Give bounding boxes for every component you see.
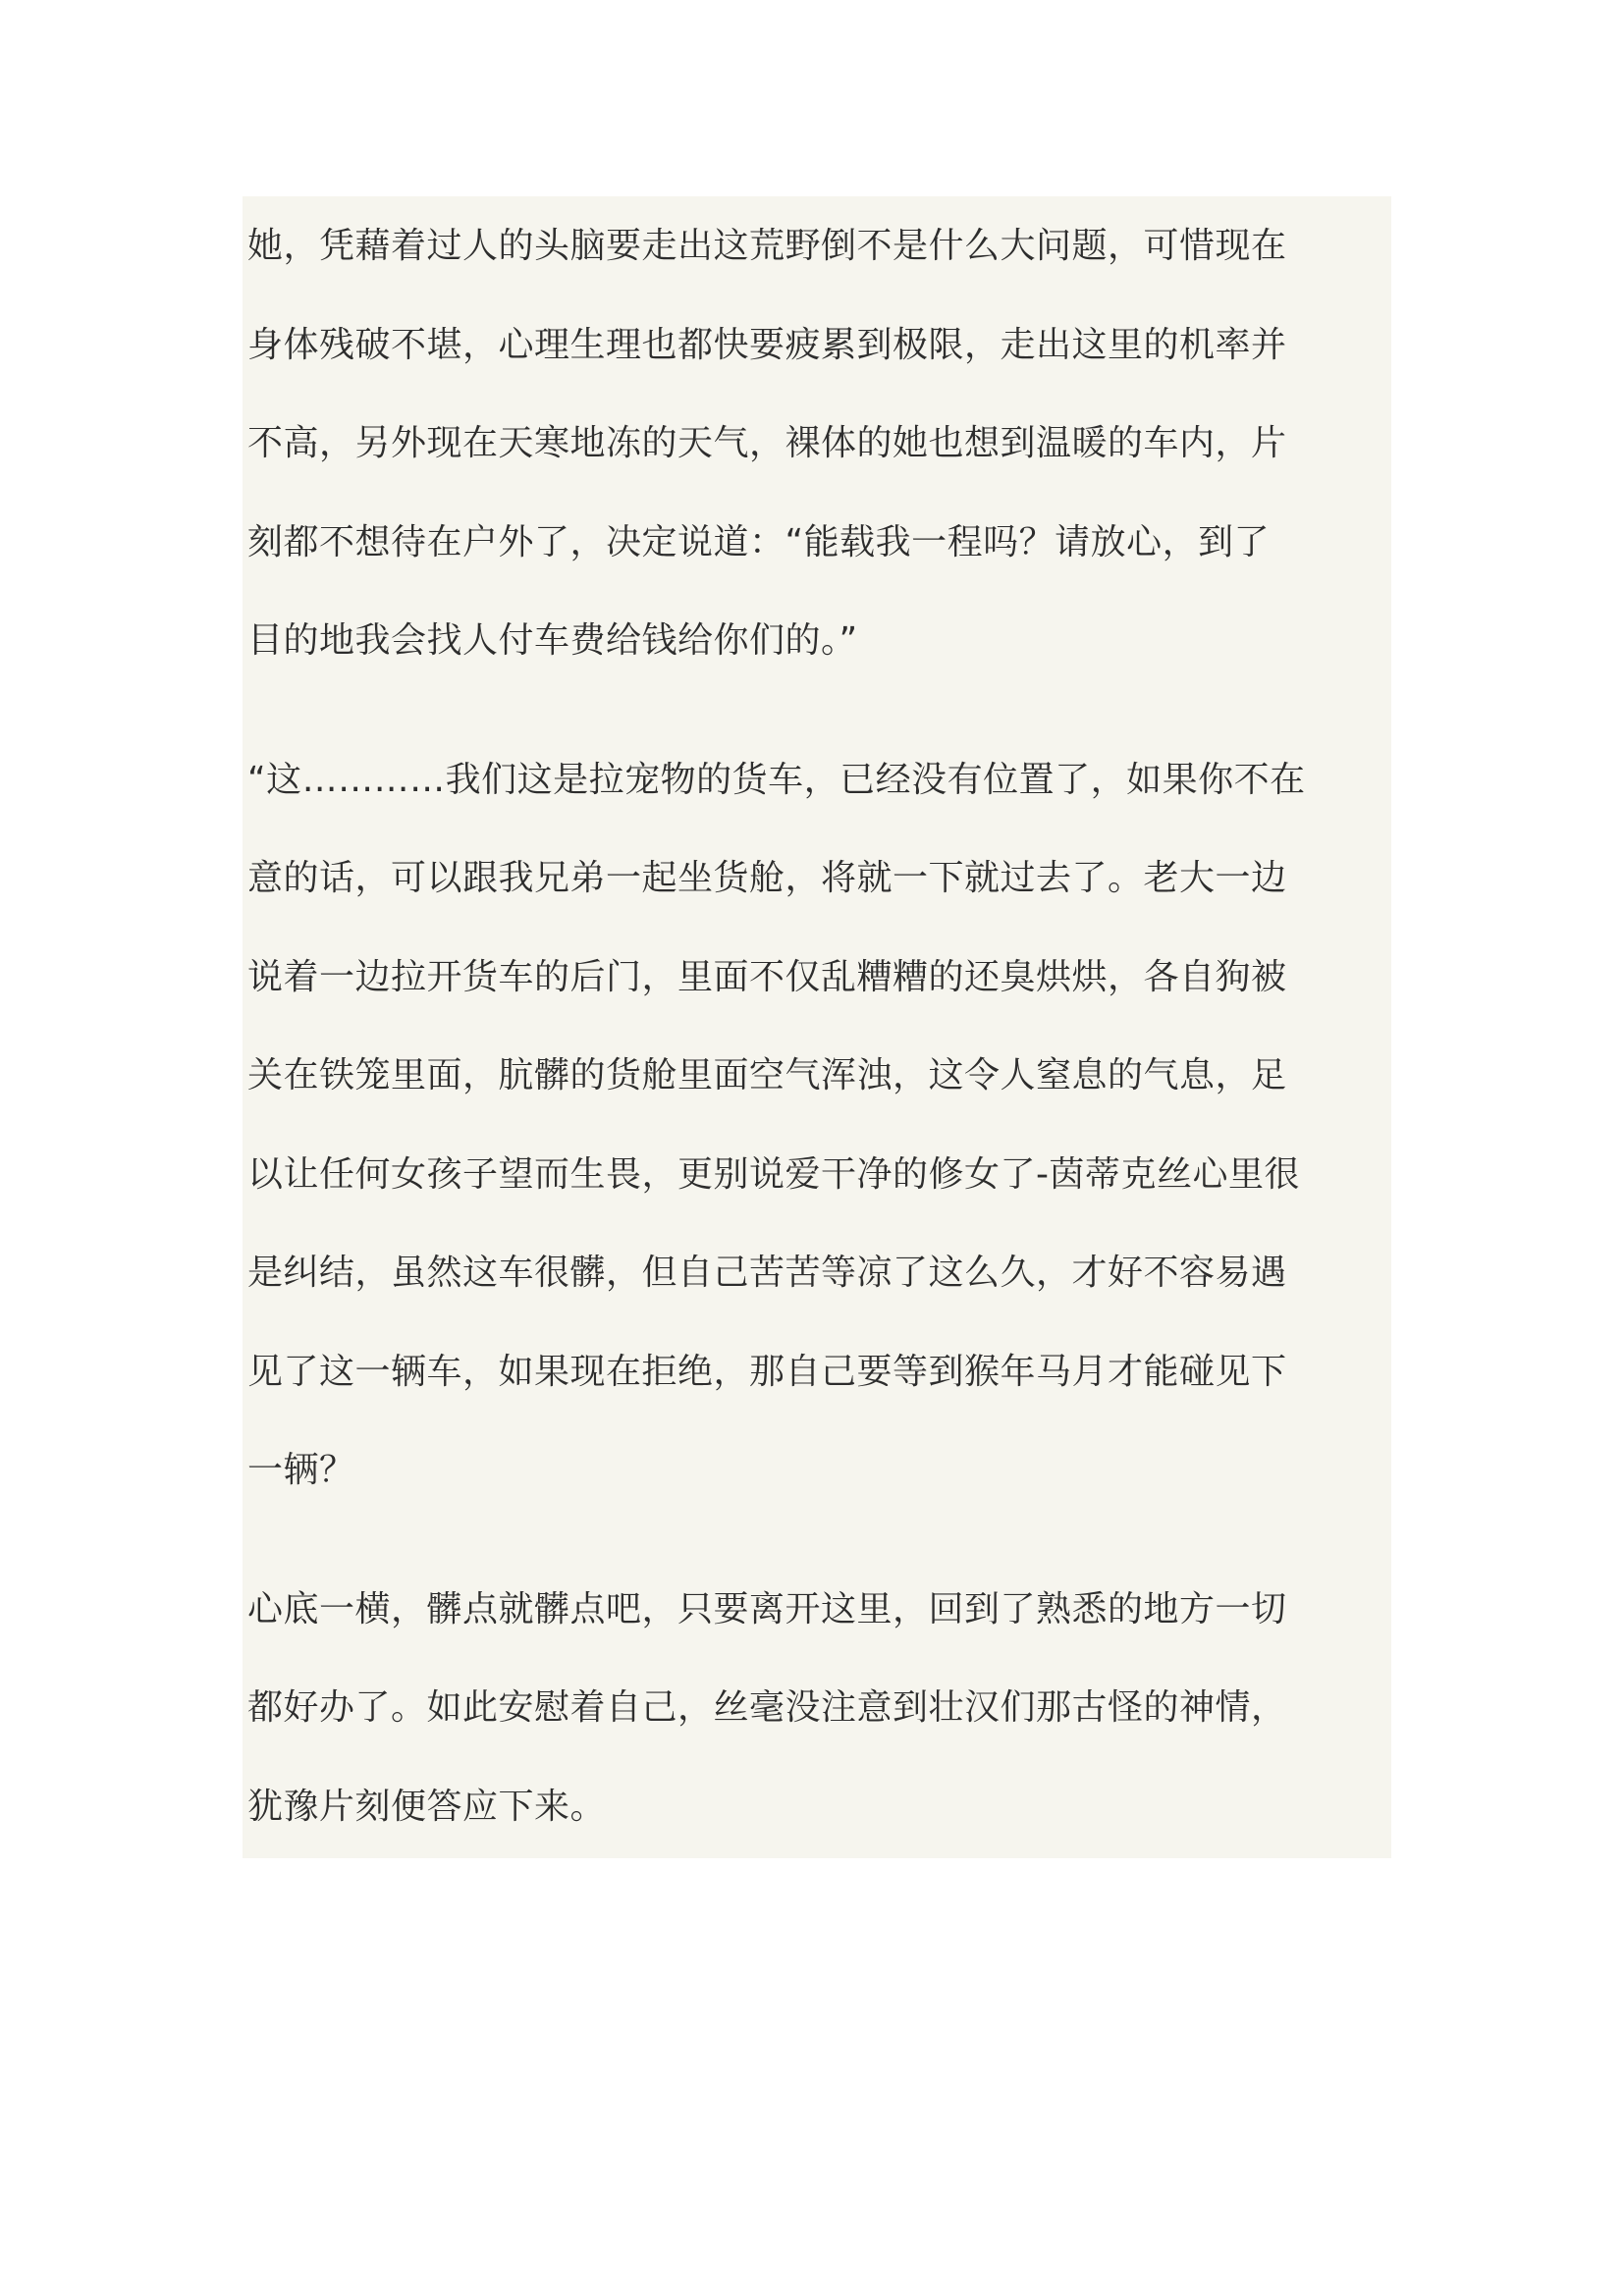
text-line: 不高，另外现在天寒地冻的天气，裸体的她也想到温暖的车内，片 (247, 423, 1287, 463)
text-line: 一辆？ (247, 1450, 355, 1490)
text-line: “这…………我们这是拉宠物的货车，已经没有位置了，如果你不在 (247, 759, 1306, 800)
text-block (243, 196, 1391, 1858)
paragraph-1 (247, 196, 1391, 691)
paragraph-2 (247, 731, 1391, 1521)
text-line: 身体残破不堪，心理生理也都快要疲累到极限，走出这里的机率并 (247, 324, 1287, 365)
paragraph-3 (247, 1561, 1391, 1857)
text-line: 见了这一辆车，如果现在拒绝，那自己要等到猴年马月才能碰见下 (247, 1351, 1287, 1392)
text-line: 刻都不想待在户外了，决定说道：“能载我一程吗？请放心，到了 (247, 521, 1271, 562)
text-line: 是纠结，虽然这车很髒，但自己苦苦等凉了这么久，才好不容易遇 (247, 1253, 1287, 1293)
text-line: 她，凭藉着过人的头脑要走出这荒野倒不是什么大问题，可惜现在 (247, 226, 1287, 266)
text-line: 关在铁笼里面，肮髒的货舱里面空气浑浊，这令人窒息的气息，足 (247, 1055, 1287, 1095)
text-line: 以让任何女孩子望而生畏，更别说爱干净的修女了-茵蒂克丝心里很 (247, 1153, 1300, 1195)
text-line: 心底一横，髒点就髒点吧，只要离开这里，回到了熟悉的地方一切 (247, 1588, 1287, 1629)
text-line: 意的话，可以跟我兄弟一起坐货舱，将就一下就过去了。老大一边 (247, 858, 1287, 898)
text-line: 说着一边拉开货车的后门，里面不仅乱糟糟的还臭烘烘，各自狗被 (247, 956, 1287, 997)
text-line: 犹豫片刻便答应下来。 (247, 1786, 607, 1827)
text-line: 目的地我会找人付车费给钱给你们的。” (247, 620, 858, 661)
text-line: 都好办了。如此安慰着自己，丝毫没注意到壮汉们那古怪的神情， (247, 1687, 1287, 1728)
